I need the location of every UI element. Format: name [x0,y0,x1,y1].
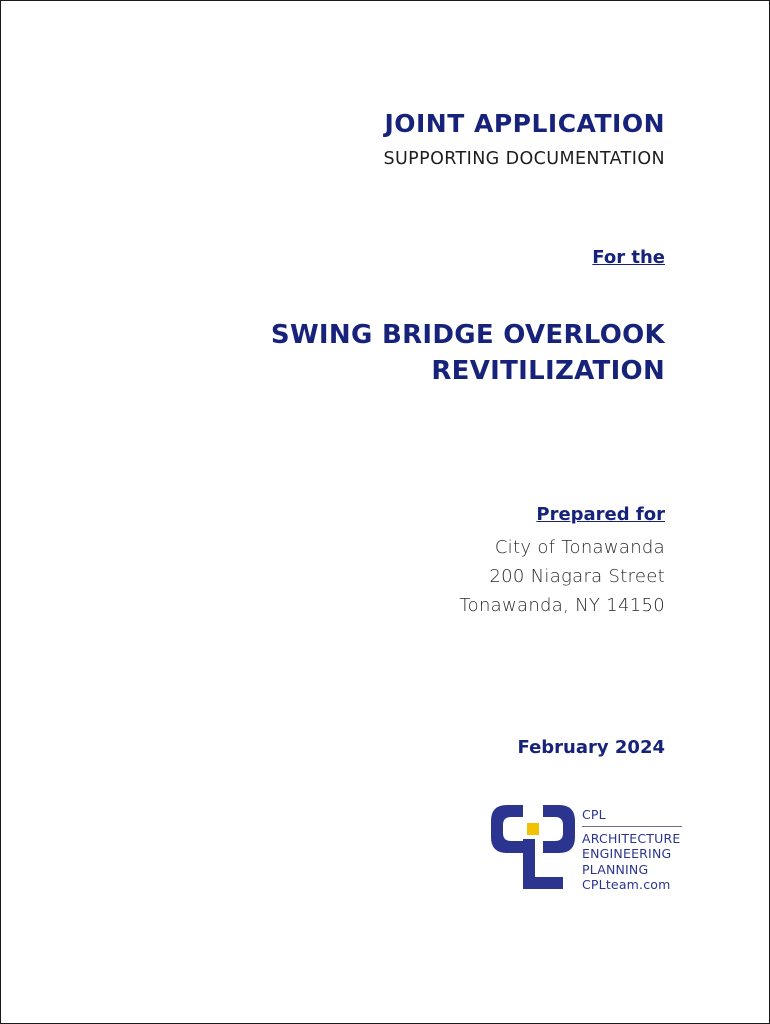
document-subtitle: SUPPORTING DOCUMENTATION [383,149,665,169]
logo-p-shape [543,805,575,853]
cpl-logo-text [582,807,682,893]
logo-line-planning: PLANNING [582,861,649,877]
logo-yellow-square [527,823,539,835]
logo-c-shape [491,805,523,853]
prepared-for-label: Prepared for [536,504,665,525]
logo-brand: CPL [582,807,682,827]
logo-website: CPLteam.com [582,877,671,892]
client-street: 200 Niagara Street [489,566,665,587]
document-title: JOINT APPLICATION [384,109,665,138]
client-address [459,533,665,620]
for-the-label: For the [592,247,665,268]
client-city-state-zip: Tonawanda, NY 14150 [459,595,665,616]
project-name-line-1: SWING BRIDGE OVERLOOK [270,320,665,350]
logo-line-engineering: ENGINEERING [582,846,672,861]
cpl-logo-mark [487,797,579,893]
project-name [271,317,665,389]
project-name-line-2: REVITILIZATION [431,356,665,386]
document-date: February 2024 [517,737,665,758]
logo-line-architecture: ARCHITECTURE [582,830,681,846]
client-name: City of Tonawanda [494,537,665,558]
